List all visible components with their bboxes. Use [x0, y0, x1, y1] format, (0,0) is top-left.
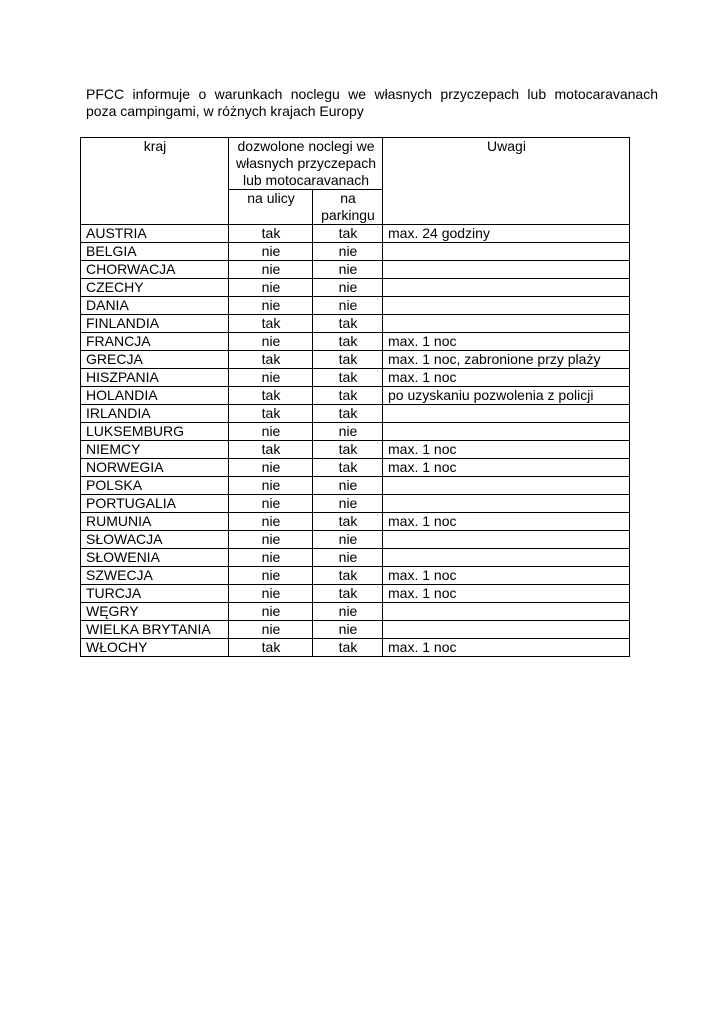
cell-parking: tak: [313, 405, 383, 423]
cell-parking: nie: [313, 495, 383, 513]
cell-notes: max. 1 noc: [383, 585, 630, 603]
table-row: [81, 297, 630, 315]
table-row: [81, 243, 630, 261]
cell-country: WŁOCHY: [81, 639, 229, 657]
cell-street: nie: [229, 603, 313, 621]
table-row: [81, 315, 630, 333]
cell-street: nie: [229, 567, 313, 585]
cell-parking: nie: [313, 279, 383, 297]
cell-parking: nie: [313, 549, 383, 567]
cell-street: nie: [229, 531, 313, 549]
header-allowed: dozwolone noclegi we własnych przyczepach lub motocaravanach: [229, 138, 383, 190]
cell-street: nie: [229, 495, 313, 513]
cell-notes: max. 1 noc: [383, 513, 630, 531]
cell-street: nie: [229, 333, 313, 351]
table-row: [81, 639, 630, 657]
overnight-rules-table: [80, 137, 630, 657]
cell-country: SŁOWACJA: [81, 531, 229, 549]
cell-notes: [383, 243, 630, 261]
cell-notes: max. 1 noc: [383, 639, 630, 657]
cell-notes: max. 1 noc, zabronione przy plaży: [383, 351, 630, 369]
cell-street: tak: [229, 315, 313, 333]
table-row: [81, 279, 630, 297]
cell-parking: tak: [313, 567, 383, 585]
cell-country: POLSKA: [81, 477, 229, 495]
header-row-top: [81, 138, 630, 190]
cell-notes: [383, 549, 630, 567]
table-row: [81, 369, 630, 387]
table-row: [81, 423, 630, 441]
cell-country: WĘGRY: [81, 603, 229, 621]
cell-parking: nie: [313, 261, 383, 279]
cell-parking: tak: [313, 585, 383, 603]
cell-parking: nie: [313, 603, 383, 621]
cell-country: BELGIA: [81, 243, 229, 261]
cell-notes: max. 24 godziny: [383, 225, 630, 243]
cell-street: nie: [229, 243, 313, 261]
table-row: [81, 387, 630, 405]
cell-street: nie: [229, 477, 313, 495]
table-row: [81, 531, 630, 549]
cell-street: nie: [229, 261, 313, 279]
cell-street: nie: [229, 621, 313, 639]
header-parking: na parkingu: [313, 190, 383, 225]
cell-street: nie: [229, 297, 313, 315]
cell-country: FINLANDIA: [81, 315, 229, 333]
cell-parking: tak: [313, 315, 383, 333]
cell-notes: [383, 315, 630, 333]
cell-parking: nie: [313, 297, 383, 315]
cell-notes: [383, 405, 630, 423]
cell-notes: max. 1 noc: [383, 567, 630, 585]
cell-notes: [383, 531, 630, 549]
cell-parking: tak: [313, 513, 383, 531]
table-row: [81, 495, 630, 513]
cell-country: CHORWACJA: [81, 261, 229, 279]
cell-country: NORWEGIA: [81, 459, 229, 477]
cell-notes: max. 1 noc: [383, 369, 630, 387]
cell-notes: max. 1 noc: [383, 441, 630, 459]
cell-country: NIEMCY: [81, 441, 229, 459]
cell-notes: [383, 279, 630, 297]
cell-parking: tak: [313, 351, 383, 369]
cell-notes: [383, 621, 630, 639]
cell-country: AUSTRIA: [81, 225, 229, 243]
table-header: [81, 138, 630, 225]
cell-notes: [383, 477, 630, 495]
table-row: [81, 477, 630, 495]
cell-parking: nie: [313, 621, 383, 639]
cell-country: IRLANDIA: [81, 405, 229, 423]
cell-parking: tak: [313, 387, 383, 405]
table-row: [81, 585, 630, 603]
cell-street: tak: [229, 639, 313, 657]
table-row: [81, 225, 630, 243]
cell-street: nie: [229, 459, 313, 477]
cell-country: WIELKA BRYTANIA: [81, 621, 229, 639]
cell-parking: tak: [313, 225, 383, 243]
cell-street: nie: [229, 369, 313, 387]
table-row: [81, 549, 630, 567]
cell-country: FRANCJA: [81, 333, 229, 351]
cell-country: RUMUNIA: [81, 513, 229, 531]
cell-country: GRECJA: [81, 351, 229, 369]
cell-street: tak: [229, 405, 313, 423]
cell-country: DANIA: [81, 297, 229, 315]
cell-street: tak: [229, 225, 313, 243]
cell-notes: [383, 261, 630, 279]
table-row: [81, 441, 630, 459]
table-row: [81, 333, 630, 351]
cell-country: SZWECJA: [81, 567, 229, 585]
cell-notes: po uzyskaniu pozwolenia z policji: [383, 387, 630, 405]
cell-street: tak: [229, 351, 313, 369]
cell-parking: tak: [313, 333, 383, 351]
table-row: [81, 261, 630, 279]
table-row: [81, 351, 630, 369]
cell-country: SŁOWENIA: [81, 549, 229, 567]
cell-country: LUKSEMBURG: [81, 423, 229, 441]
cell-street: tak: [229, 387, 313, 405]
intro-line-1: PFCC informuje o warunkach noclegu we własnych przyczepach lub motocaravanach: [86, 86, 658, 102]
table-row: [81, 603, 630, 621]
cell-street: nie: [229, 513, 313, 531]
cell-parking: nie: [313, 423, 383, 441]
cell-parking: nie: [313, 531, 383, 549]
cell-parking: nie: [313, 477, 383, 495]
cell-parking: tak: [313, 369, 383, 387]
cell-country: CZECHY: [81, 279, 229, 297]
cell-street: nie: [229, 549, 313, 567]
cell-notes: [383, 297, 630, 315]
cell-notes: max. 1 noc: [383, 459, 630, 477]
cell-country: TURCJA: [81, 585, 229, 603]
cell-country: HISZPANIA: [81, 369, 229, 387]
table-row: [81, 567, 630, 585]
header-street: na ulicy: [229, 190, 313, 225]
cell-country: HOLANDIA: [81, 387, 229, 405]
intro-paragraph: [86, 86, 658, 120]
cell-country: PORTUGALIA: [81, 495, 229, 513]
cell-notes: [383, 423, 630, 441]
cell-street: nie: [229, 279, 313, 297]
table-body: [81, 225, 630, 657]
cell-notes: [383, 603, 630, 621]
intro-line-2: poza campingami, w różnych krajach Europy: [86, 103, 364, 119]
cell-notes: max. 1 noc: [383, 333, 630, 351]
header-notes: Uwagi: [383, 138, 630, 225]
cell-parking: nie: [313, 243, 383, 261]
table-row: [81, 513, 630, 531]
table-row: [81, 459, 630, 477]
cell-parking: tak: [313, 459, 383, 477]
cell-notes: [383, 495, 630, 513]
cell-parking: tak: [313, 441, 383, 459]
cell-street: nie: [229, 423, 313, 441]
table-row: [81, 405, 630, 423]
header-country: kraj: [81, 138, 229, 225]
cell-parking: tak: [313, 639, 383, 657]
table-row: [81, 621, 630, 639]
cell-street: nie: [229, 585, 313, 603]
cell-street: tak: [229, 441, 313, 459]
